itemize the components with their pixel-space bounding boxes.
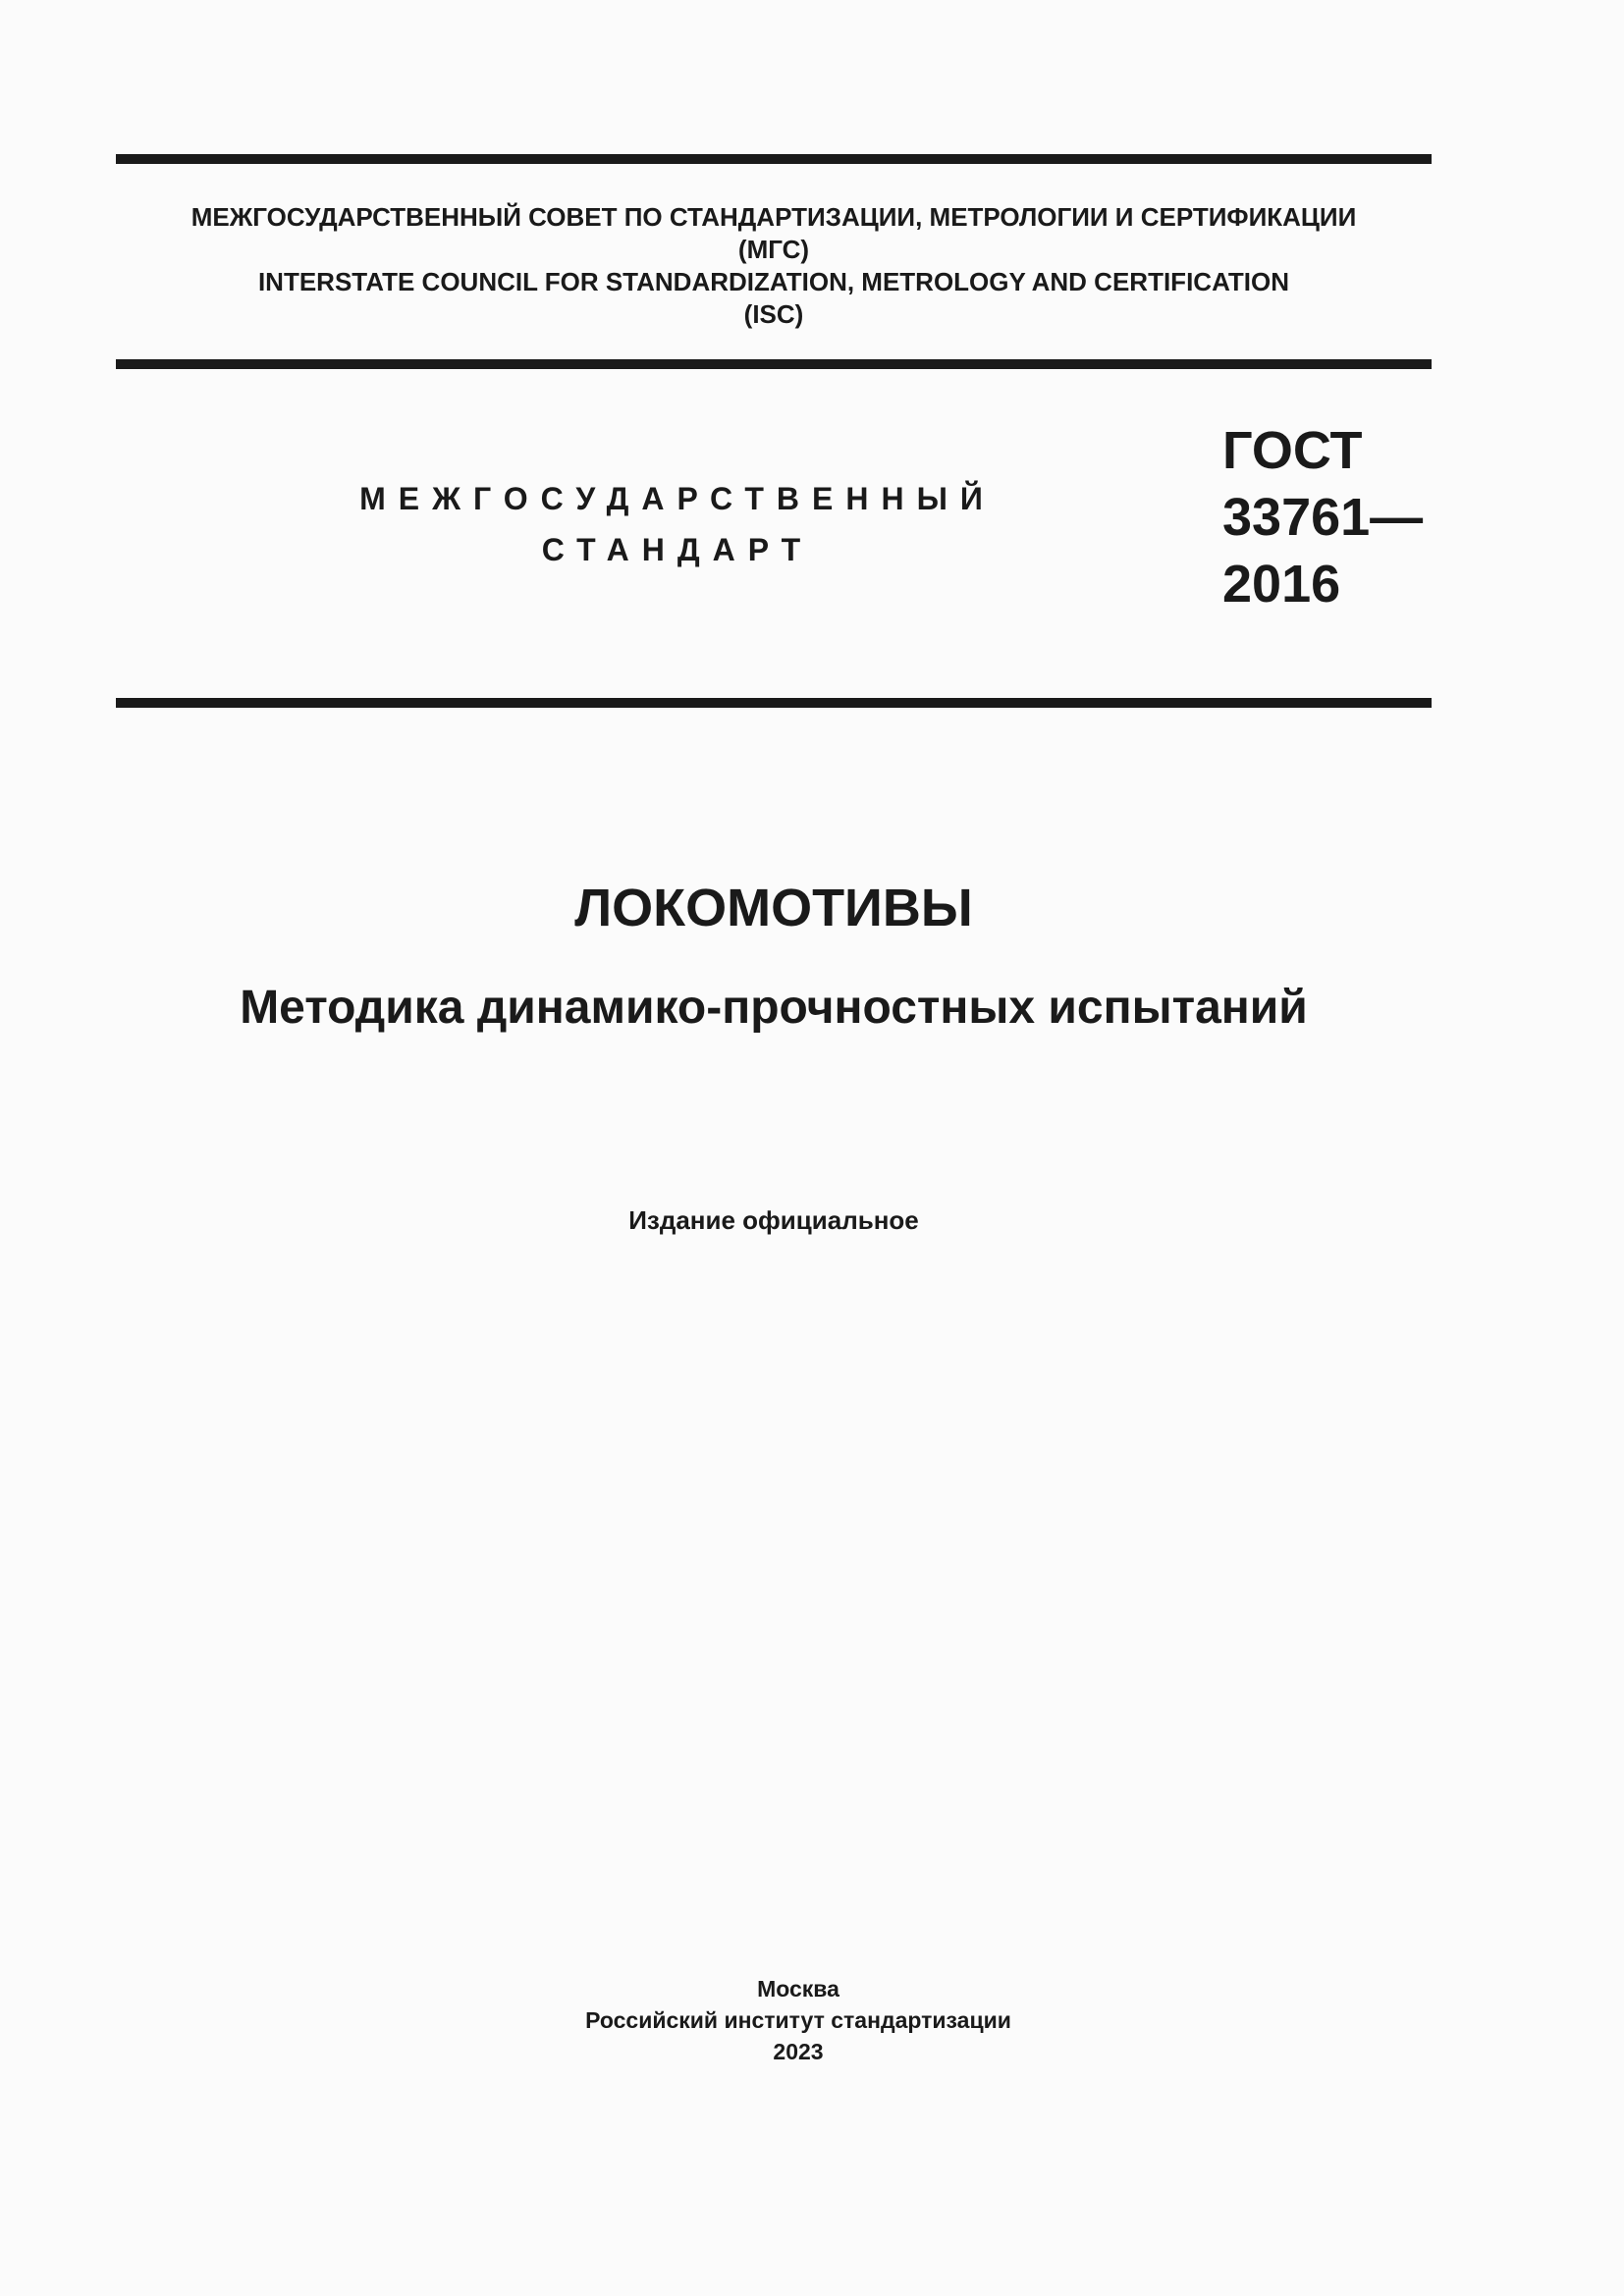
standard-code xyxy=(1222,417,1438,617)
council-name-ru: МЕЖГОСУДАРСТВЕННЫЙ СОВЕТ ПО СТАНДАРТИЗАЦИИ, МЕТРОЛОГИИ И СЕРТИФИКАЦИИ xyxy=(190,202,1357,232)
top-rule xyxy=(116,154,1432,164)
standard-type-line2: СТАНДАРТ xyxy=(541,532,814,567)
standard-code-line1: ГОСТ xyxy=(1222,421,1363,480)
council-abbr-ru: (МГС) xyxy=(737,235,810,264)
standard-type-line1: МЕЖГОСУДАРСТВЕННЫЙ xyxy=(359,481,996,516)
imprint xyxy=(116,1973,1481,2067)
header-bottom-rule xyxy=(116,359,1432,369)
standard-code-line3: 2016 xyxy=(1222,555,1341,614)
imprint-publisher: Российский институт стандартизации xyxy=(585,2007,1011,2033)
designation-bottom-rule xyxy=(116,698,1432,708)
council-header xyxy=(116,201,1432,331)
imprint-year: 2023 xyxy=(773,2039,824,2064)
council-abbr-en: (ISC) xyxy=(743,299,804,329)
standard-code-line2: 33761— xyxy=(1222,488,1424,547)
edition-label: Издание официальное xyxy=(628,1205,919,1235)
imprint-city: Москва xyxy=(757,1976,839,2002)
council-name-en: INTERSTATE COUNCIL FOR STANDARDIZATION, METROLOGY AND CERTIFICATION xyxy=(257,267,1290,296)
document-title: ЛОКОМОТИВЫ xyxy=(574,879,973,937)
standard-type xyxy=(196,473,1159,575)
document-subtitle: Методика динамико-прочностных испытаний xyxy=(240,982,1308,1034)
